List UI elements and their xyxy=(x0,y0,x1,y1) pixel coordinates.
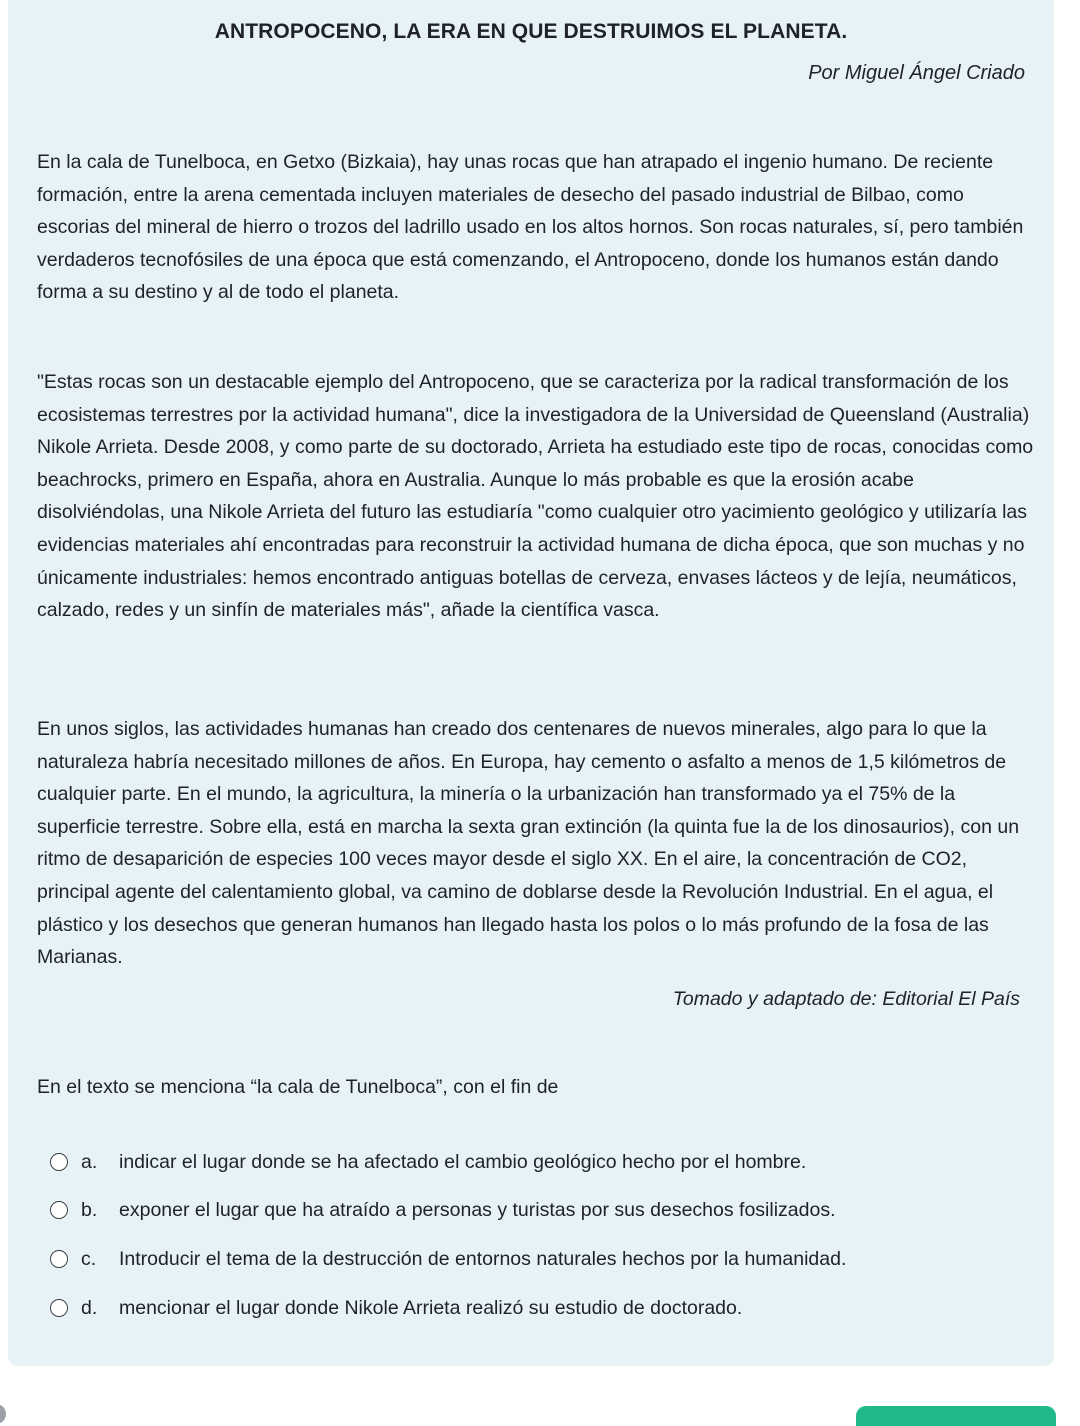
article-paragraph-1: En la cala de Tunelboca, en Getxo (Bizkaia), hay unas rocas que han atrapado el ingenio humano. De reciente formación, entre la arena cementada incluyen materiales de desecho del pasado industrial de Bilbao, como escorias del mineral de hierro o trozos del ladrillo usado en los altos hornos. Son rocas naturales, sí, pero también verdaderos tecnofósiles de una época que está comenzando, el Antropoceno, donde los humanos están dando forma a su destino y al de todo el planeta. xyxy=(37,151,1024,304)
option-text: Introducir el tema de la destrucción de entornos naturales hechos por la humanidad. xyxy=(119,1247,847,1270)
option-letter: a. xyxy=(81,1150,98,1173)
option-letter: c. xyxy=(81,1247,97,1270)
radio-button-a[interactable] xyxy=(50,1153,68,1171)
next-button-partial[interactable] xyxy=(856,1406,1056,1426)
option-letter: b. xyxy=(81,1198,98,1221)
article-source: Tomado y adaptado de: Editorial El País xyxy=(672,988,1020,1010)
option-text: mencionar el lugar donde Nikole Arrieta realizó su estudio de doctorado. xyxy=(119,1296,743,1319)
answer-option-b[interactable] xyxy=(50,1196,836,1224)
article-title: ANTROPOCENO, LA ERA EN QUE DESTRUIMOS EL PLANETA. xyxy=(214,20,848,43)
option-text: exponer el lugar que ha atraído a personas y turistas por sus desechos fosilizados. xyxy=(119,1198,836,1221)
radio-button-b[interactable] xyxy=(50,1201,68,1219)
radio-button-c[interactable] xyxy=(50,1250,68,1268)
radio-button-d[interactable] xyxy=(50,1299,68,1317)
article-author: Por Miguel Ángel Criado xyxy=(808,62,1025,84)
article-paragraph-2: "Estas rocas son un destacable ejemplo del Antropoceno, que se caracteriza por la radical transformación de los ecosistemas terrestres por la actividad humana", dice la investigadora de la Universidad de Queensland (Australia) Nikole Arrieta. Desde 2008, y como parte de su doctorado, Arrieta ha estudiado este tipo de rocas, conocidas como beachrocks, primero en España, ahora en Australia. Aunque lo más probable es que la erosión acabe disolviéndolas, una Nikole Arrieta del futuro las estudiaría "como cualquier otro yacimiento geológico y utilizaría las evidencias materiales ahí encontradas para reconstruir la actividad humana de dicha época, que son muchas y no únicamente industriales: hemos encontrado antiguas botellas de cerveza, envases lácteos y de lejía, neumáticos, calzado, redes y un sinfín de materiales más", añade la científica vasca. xyxy=(37,371,1034,622)
answer-option-d[interactable] xyxy=(50,1294,742,1322)
article-paragraph-3: En unos siglos, las actividades humanas han creado dos centenares de nuevos minerales, algo para lo que la naturaleza habría necesitado millones de años. En Europa, hay cemento o asfalto a menos de 1,5 kilómetros de cualquier parte. En el mundo, la agricultura, la minería o la urbanización han transformado ya el 75% de la superficie terrestre. Sobre ella, está en marcha la sexta gran extinción (la quinta fue la de los dinosaurios), con un ritmo de desaparición de especies 100 veces mayor desde el siglo XX. En el aire, la concentración de CO2, principal agente del calentamiento global, va camino de doblarse desde la Revolución Industrial. En el agua, el plástico y los desechos que generan humanos han llegado hasta los polos o lo más profundo de la fosa de las Marianas. xyxy=(37,718,1020,969)
option-text: indicar el lugar donde se ha afectado el cambio geológico hecho por el hombre. xyxy=(119,1150,807,1173)
question-prompt: En el texto se menciona “la cala de Tunelboca”, con el fin de xyxy=(37,1076,559,1098)
answer-option-a[interactable] xyxy=(50,1148,806,1176)
scroll-edge-indicator xyxy=(0,1404,6,1424)
option-letter: d. xyxy=(81,1296,98,1319)
answer-option-c[interactable] xyxy=(50,1245,846,1273)
